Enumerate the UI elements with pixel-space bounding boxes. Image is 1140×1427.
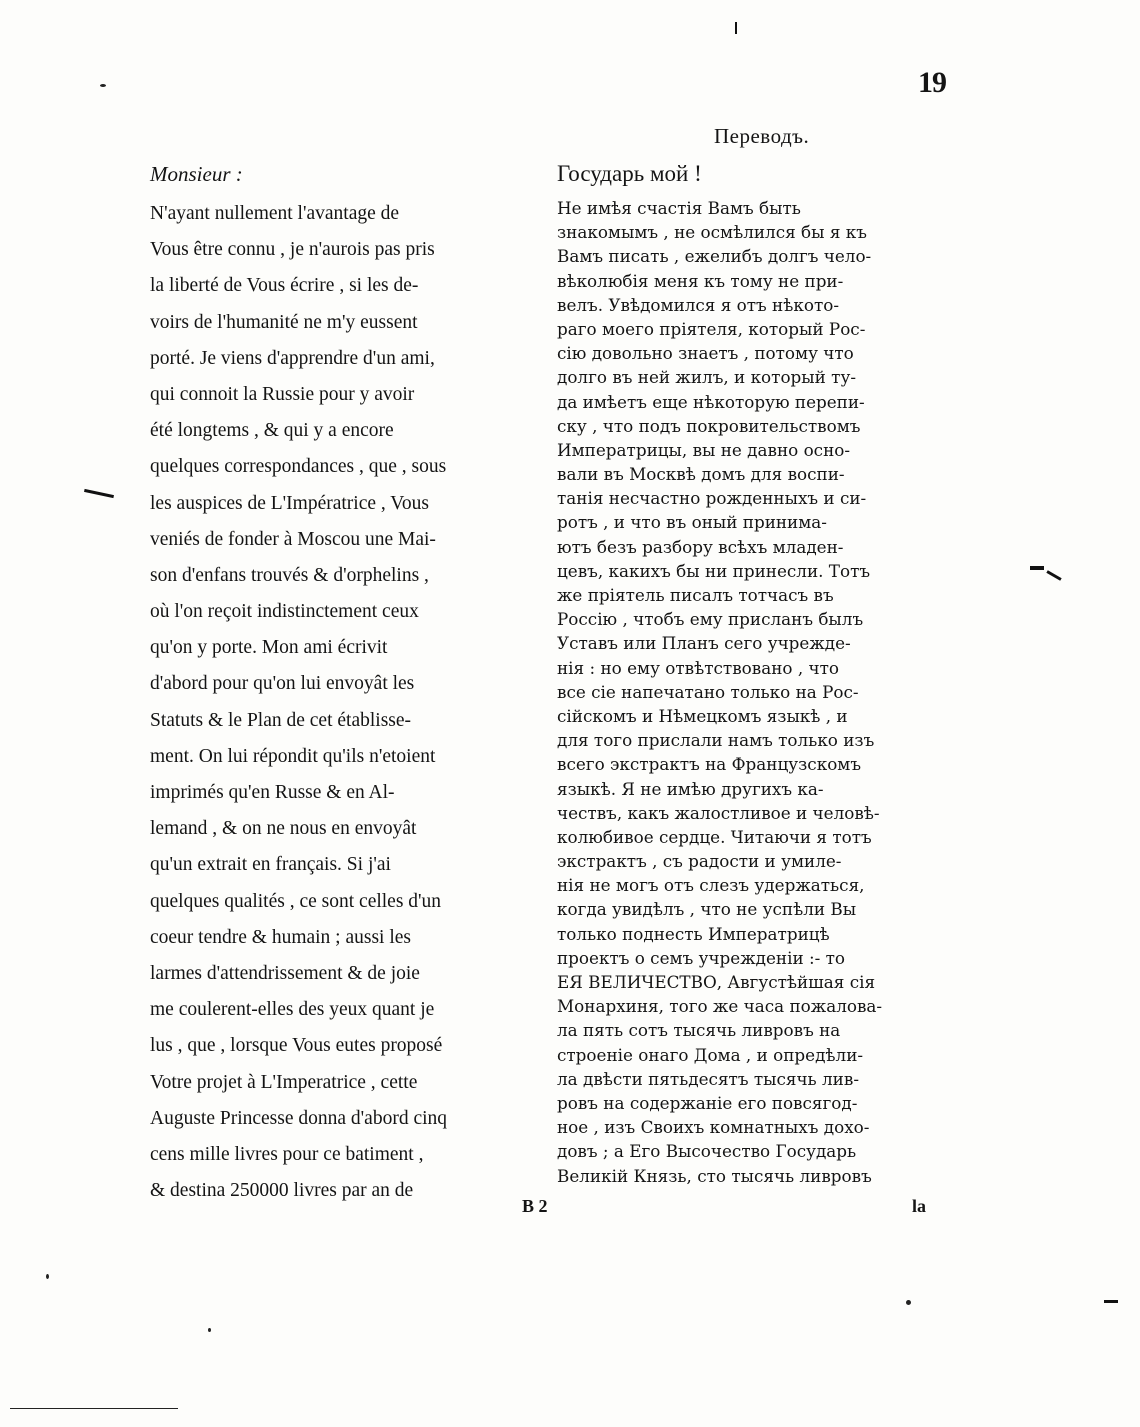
russian-text-line: ротъ , и что въ оный принима- [557,512,827,533]
russian-text-line: проектъ о семъ учрежденіи :- то [557,947,846,968]
scan-speck [100,84,106,87]
french-text-line: quelques qualités , ce sont celles d'un [150,890,442,912]
french-text-line: Statuts & le Plan de cet établisse- [150,709,412,731]
french-text-line: Auguste Princesse donna d'abord cinq [150,1107,448,1129]
french-text-line: ment. On lui répondit qu'ils n'etoient [150,745,436,767]
russian-text-line: нія : но ему отвѣтствовано , что [557,657,839,678]
russian-text-line: колюбивое сердце. Читаючи я тотъ [557,826,872,847]
russian-text-line: когда увидѣлъ , что не успѣли Вы [557,899,857,920]
french-salutation: Monsieur : [150,162,243,186]
french-text-line: d'abord pour qu'on lui envoyât les [150,673,415,695]
french-text-line: lus , que , lorsque Vous eutes proposé [150,1035,443,1057]
russian-text-line: Великій Князь, сто тысячь ливровъ [557,1165,872,1186]
french-text-line: été longtems , & qui y a encore [150,420,394,442]
scan-speck [46,1274,49,1279]
russian-text-line: сію довольно знаетъ , потому что [557,343,854,364]
russian-text-line: экстрактъ , съ радости и умиле- [557,851,842,872]
catchword: la [912,1196,927,1216]
russian-text-line: раго моего пріятеля, который Рос- [557,318,866,339]
russian-text-line: ровъ на содержаніе его повсягод- [557,1092,858,1113]
russian-text-line: долго въ ней жилъ, и который ту- [557,367,856,388]
french-text-line: où l'on reçoit indistinctement ceux [150,601,419,623]
french-text-line: & destina 250000 livres par an de [150,1180,414,1202]
french-column [150,156,538,1209]
russian-text-line: знакомымъ , не осмѣлился бы я къ [557,222,867,243]
margin-mark [1030,566,1044,570]
margin-mark [84,489,114,498]
russian-salutation: Государь мой ! [557,161,702,186]
french-text-line: les auspices de L'Impératrice , Vous [150,492,429,514]
margin-mark [1104,1300,1118,1303]
russian-text-line: языкѣ. Я не имѣю другихъ ка- [557,778,824,799]
russian-text-line: да имѣетъ еще нѣкоторую перепи- [557,391,865,412]
russian-text-line: Императрицы, вы не давно осно- [557,439,851,460]
french-text-line: qu'on y porte. Mon ami écrivit [150,637,388,659]
french-text-line: qu'un extrait en français. Si j'ai [150,854,391,876]
french-text-line: Vous être connu , je n'aurois pas pris [150,239,435,261]
russian-text-line: цевъ, какихъ бы ни принесли. Тотъ [557,560,871,581]
russian-text-line: только поднесть Императрицѣ [557,923,830,944]
russian-column [557,156,945,1188]
russian-text-line: ное , изъ Своихъ комнатныхъ дохо- [557,1117,870,1138]
russian-text-line: Россію , чтобъ ему присланъ былъ [557,609,864,630]
french-text-line: cens mille livres pour ce batiment , [150,1143,424,1165]
russian-text-line: чествъ, какъ жалостливое и человѣ- [557,802,880,823]
russian-text-line: сійскомъ и Нѣмецкомъ языкѣ , и [557,705,848,726]
russian-text-line: вѣколюбія меня къ тому не при- [557,270,844,291]
russian-text [557,196,945,1188]
margin-mark [735,22,737,34]
french-text-line: imprimés qu'en Russe & en Al- [150,782,395,803]
french-text-line: lemand , & on ne nous en envoyât [150,818,417,840]
russian-text-line: Уставъ или Планъ сего учрежде- [557,633,851,654]
russian-text-line: ску , что подъ покровительствомъ [557,415,861,436]
french-text-line: me coulerent-elles des yeux quant je [150,999,435,1021]
russian-text-line: строеніе онаго Дома , и опредѣли- [557,1044,864,1065]
french-text-line: voirs de l'humanité ne m'y eussent [150,311,418,333]
scan-speck [906,1300,911,1305]
french-text-line: son d'enfans trouvés & d'orphelins , [150,564,429,586]
french-text-line: coeur tendre & humain ; aussi les [150,926,412,948]
russian-text-line: вали въ Москвѣ домъ для воспи- [557,464,845,485]
french-text-line: N'ayant nullement l'avantage de [150,203,400,224]
french-text-line: larmes d'attendrissement & de joie [150,962,420,984]
signature-mark: B 2 [522,1196,548,1216]
russian-text-line: ютъ безъ разбору всѣхъ младен- [557,536,844,557]
scan-edge-line [10,1408,178,1409]
french-text-line: veniés de fonder à Moscou une Mai- [150,528,436,550]
french-text-line: porté. Je viens d'apprendre d'un ami, [150,347,435,369]
french-text-line: Votre projet à L'Imperatrice , cette [150,1071,418,1093]
french-text [150,196,538,1209]
french-text-line: quelques correspondances , que , sous [150,456,447,478]
translation-heading: Переводъ. [714,124,810,148]
russian-text-line: ЕЯ ВЕЛИЧЕСТВО, Августѣйшая сія [557,972,876,992]
french-text-line: qui connoit la Russie pour y avoir [150,383,415,405]
russian-text-line: всего экстрактъ на Французскомъ [557,754,862,775]
french-text-line: la liberté de Vous écrire , si les de- [150,275,419,297]
russian-text-line: танія несчастно рожденныхъ и си- [557,488,867,509]
russian-text-line: для того прислали намъ только изъ [557,730,875,751]
russian-text-line: ла пять сотъ тысячь ливровъ на [557,1020,841,1041]
russian-text-line: нія не могъ отъ слезъ удержаться, [557,875,865,896]
russian-text-line: Монархиня, того же часа пожалова- [557,996,883,1017]
russian-text-line: велъ. Увѣдомился я отъ нѣкото- [557,294,840,315]
scan-speck [208,1328,211,1332]
page-number: 19 [918,66,946,99]
russian-text-line: Вамъ писать , ежелибъ долгъ чело- [557,246,872,267]
russian-text-line: все сіе напечатано только на Рос- [557,681,859,702]
russian-text-line: довъ ; а Его Высочество Государь [557,1141,857,1162]
margin-mark [1046,570,1061,581]
russian-text-line: Не имѣя счастія Вамъ быть [557,198,801,218]
russian-text-line: ла двѣсти пятьдесятъ тысячь лив- [557,1068,859,1089]
russian-text-line: же пріятель писалъ тотчасъ въ [557,585,834,605]
